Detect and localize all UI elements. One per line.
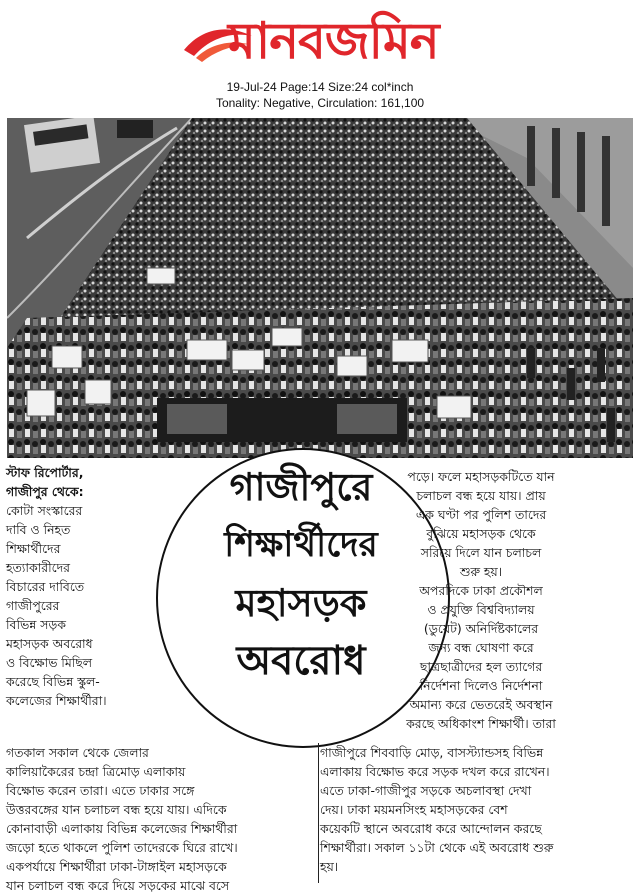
byline-reporter: স্টাফ রিপোর্টার,	[6, 465, 84, 480]
headline-line: গাজীপুরে	[229, 465, 373, 509]
headline-line: মহাসড়ক	[235, 581, 367, 625]
headline-line: শিক্ষার্থীদের	[224, 525, 378, 565]
article-line: কোনাবাড়ী এলাকায় বিভিন্ন কলেজের শিক্ষার্থীরা	[6, 821, 238, 836]
article-line: অমান্য করে ভেতরেই অবস্থান	[409, 697, 553, 712]
article-line: গাজীপুরের	[6, 598, 60, 613]
newspaper-logo	[182, 6, 472, 72]
article-line: দেয়। ঢাকা ময়মনসিংহ মহাসড়কের বেশ	[320, 802, 508, 817]
article-line: গাজীপুরে শিববাড়ি মোড়, বাসস্ট্যান্ডসহ বিভিন্ন	[320, 745, 544, 760]
article-line: কালিয়াকৈরের চন্দ্রা ত্রিমোড় এলাকায়	[6, 764, 186, 779]
column-divider	[318, 743, 319, 883]
article-line: সরিয়ে দিলে যান চলাচল	[420, 545, 542, 560]
article-line: বিচারের দাবিতে	[6, 579, 85, 594]
article-line: একপর্যায়ে শিক্ষার্থীরা ঢাকা-টাঙ্গাইল মহাসড়কে	[6, 859, 227, 874]
article-line: কোটা সংস্কারের	[6, 503, 83, 518]
article-line: এক ঘণ্টা পর পুলিশ তাদের	[415, 507, 547, 522]
article-line: বিভিন্ন সড়ক	[6, 617, 66, 632]
article-bottom-right	[320, 743, 636, 876]
article-line: কলেজের শিক্ষার্থীরা।	[6, 693, 107, 708]
article-line: যান চলাচল বন্ধ করে দিয়ে সড়কের মাঝে বসে	[6, 878, 230, 893]
article-line: চলাচল বন্ধ হয়ে যায়। প্রায়	[416, 488, 546, 503]
article-line: শিক্ষার্থীরা। সকাল ১১টা থেকে এই অবরোধ শুরু	[320, 840, 554, 855]
article-line: বিক্ষোভ করেন তারা। এতে ঢাকার সঙ্গে	[6, 783, 195, 798]
article-line: অপরদিকে ঢাকা প্রকৌশল	[419, 583, 543, 598]
article-line: কয়েকটি স্থানে অবরোধ করে আন্দোলন করছে	[320, 821, 542, 836]
article-left-column	[6, 463, 156, 710]
clipping-meta-date-size: 19-Jul-24 Page:14 Size:24 col*inch	[226, 80, 414, 94]
article-line: শিক্ষার্থীদের	[6, 541, 61, 556]
protest-photo	[7, 118, 633, 458]
article-line: উত্তরবঙ্গের যান চলাচল বন্ধ হয়ে যায়। এদিকে	[6, 802, 227, 817]
article-line: পড়ে। ফলে মহাসড়কটিতে যান	[407, 469, 555, 484]
article-line: করেছে বিভিন্ন স্কুল-	[6, 674, 100, 689]
article-line: এলাকায় বিক্ষোভ করে সড়ক দখল করে রাখেন।	[320, 764, 550, 779]
article-bottom-left	[6, 743, 318, 895]
article-line: (ডুয়েট) অনির্দিষ্টকালের	[423, 621, 539, 636]
article-line: ছাত্রছাত্রীদের হল ত্যাগের	[419, 659, 543, 674]
article-line: হত্যাকারীদের	[6, 560, 70, 575]
article-line: জন্য বন্ধ ঘোষণা করে	[428, 640, 534, 655]
protest-march-image	[7, 118, 633, 458]
article-line: হয়।	[320, 859, 339, 874]
article-line: শুরু হয়।	[459, 564, 503, 579]
article-line: করছে অধিকাংশ শিক্ষার্থী। তারা	[406, 716, 556, 731]
article-line: বুঝিয়ে মহাসড়ক থেকে	[426, 526, 536, 541]
article-line: ও প্রযুক্তি বিশ্ববিদ্যালয়	[427, 602, 535, 617]
article-line: ও বিক্ষোভ মিছিল	[6, 655, 92, 670]
clipping-meta-tonality: Tonality: Negative, Circulation: 161,100	[215, 96, 425, 110]
article-line: মহাসড়ক অবরোধ	[6, 636, 93, 651]
logo-text: মানবজমিন	[228, 11, 439, 70]
article-line: গতকাল সকাল থেকে জেলার	[6, 745, 149, 760]
article-line: দাবি ও নিহত	[6, 522, 71, 537]
article-line: জড়ো হতে থাকলে পুলিশ তাদেরকে ঘিরে রাখে।	[6, 840, 238, 855]
article-line: নির্দেশনা দিলেও নির্দেশনা	[419, 678, 543, 693]
headline-line: অবরোধ	[236, 638, 366, 684]
article-right-column	[326, 467, 636, 733]
masthead	[0, 0, 640, 115]
article-line: এতে ঢাকা-গাজীপুর সড়কে অচলাবস্থা দেখা	[320, 783, 532, 798]
byline-location: গাজীপুর থেকে:	[6, 484, 84, 499]
